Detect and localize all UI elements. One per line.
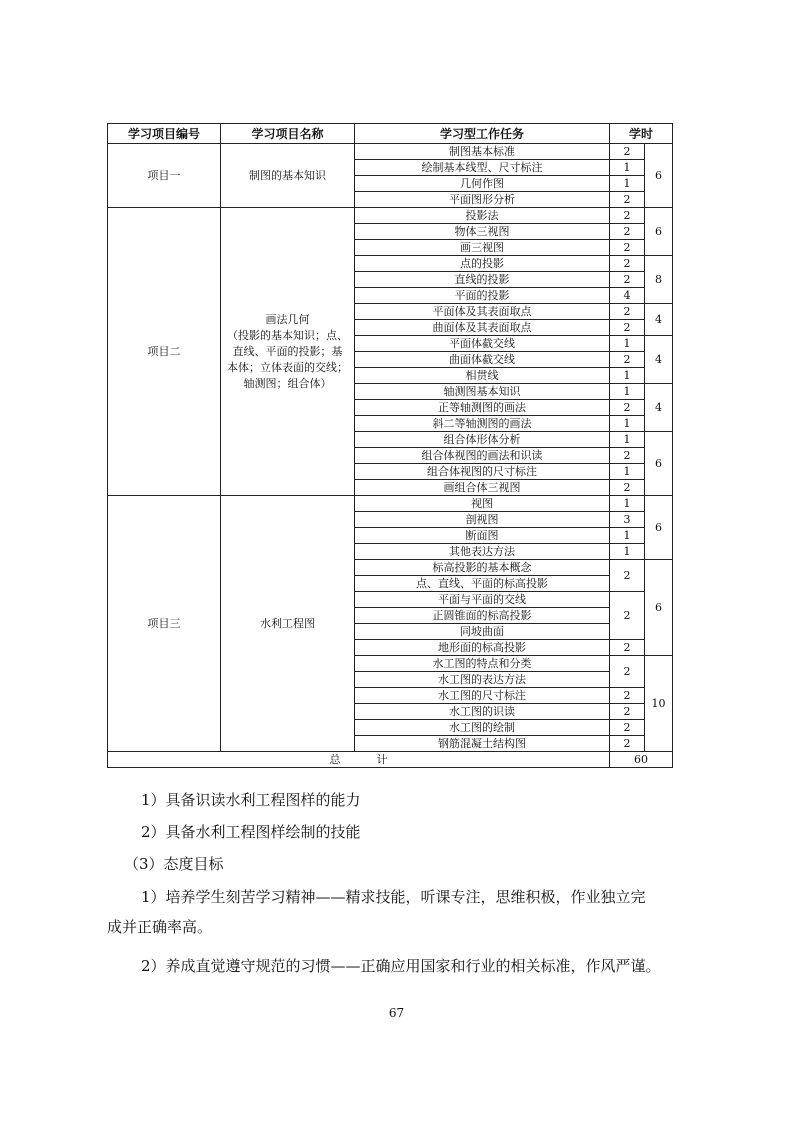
project-id-cell: 项目三 bbox=[108, 496, 221, 752]
task-cell: 点、直线、平面的标高投影 bbox=[355, 576, 610, 592]
task-hours-cell: 1 bbox=[610, 368, 645, 384]
group-total-cell: 8 bbox=[645, 256, 673, 304]
task-cell: 轴测图基本知识 bbox=[355, 384, 610, 400]
task-hours-cell: 4 bbox=[610, 288, 645, 304]
table-row bbox=[108, 496, 673, 512]
task-hours-cell: 2 bbox=[610, 448, 645, 464]
task-hours-cell: 2 bbox=[610, 400, 645, 416]
task-cell: 画组合体三视图 bbox=[355, 480, 610, 496]
paragraph-attitude-1-line1: 1）培养学生刻苦学习精神——精求技能，听课专注，思维积极，作业独立完 bbox=[141, 888, 646, 906]
task-hours-cell: 2 bbox=[610, 592, 645, 640]
task-cell: 斜二等轴测图的画法 bbox=[355, 416, 610, 432]
header-project-name: 学习项目名称 bbox=[221, 124, 355, 144]
task-hours-cell: 2 bbox=[610, 144, 645, 160]
table-row bbox=[108, 208, 673, 224]
paragraph-attitude-1-line2: 成并正确率高。 bbox=[107, 918, 213, 936]
project-name-line: 制图的基本知识 bbox=[249, 168, 326, 182]
task-cell: 平面图形分析 bbox=[355, 192, 610, 208]
task-cell: 曲面体截交线 bbox=[355, 352, 610, 368]
task-cell: 平面与平面的交线 bbox=[355, 592, 610, 608]
task-cell: 剖视图 bbox=[355, 512, 610, 528]
task-cell: 正圆锥面的标高投影 bbox=[355, 608, 610, 624]
task-cell: 水工图的表达方法 bbox=[355, 672, 610, 688]
task-cell: 直线的投影 bbox=[355, 272, 610, 288]
project-name-line: 本体；立体表面的交线； bbox=[227, 360, 348, 374]
total-label-right: 计 bbox=[376, 753, 388, 766]
task-cell: 组合体视图的尺寸标注 bbox=[355, 464, 610, 480]
task-cell: 水工图的识读 bbox=[355, 704, 610, 720]
project-name-cell bbox=[221, 208, 355, 496]
total-label-left: 总 bbox=[329, 753, 341, 766]
total-value-cell: 60 bbox=[610, 752, 673, 768]
task-cell: 平面的投影 bbox=[355, 288, 610, 304]
group-total-cell: 4 bbox=[645, 336, 673, 384]
task-cell: 投影法 bbox=[355, 208, 610, 224]
group-total-cell: 6 bbox=[645, 432, 673, 496]
task-cell: 断面图 bbox=[355, 528, 610, 544]
task-hours-cell: 2 bbox=[610, 480, 645, 496]
group-total-cell: 6 bbox=[645, 144, 673, 208]
task-cell: 正等轴测图的画法 bbox=[355, 400, 610, 416]
project-name-cell bbox=[221, 496, 355, 752]
task-cell: 组合体形体分析 bbox=[355, 432, 610, 448]
task-cell: 物体三视图 bbox=[355, 224, 610, 240]
task-cell: 同坡曲面 bbox=[355, 624, 610, 640]
task-cell: 视图 bbox=[355, 496, 610, 512]
total-label-cell bbox=[108, 752, 610, 768]
task-hours-cell: 2 bbox=[610, 688, 645, 704]
task-cell: 平面体截交线 bbox=[355, 336, 610, 352]
project-id-cell: 项目二 bbox=[108, 208, 221, 496]
task-cell: 制图基本标准 bbox=[355, 144, 610, 160]
task-hours-cell: 1 bbox=[610, 544, 645, 560]
task-cell: 组合体视图的画法和识读 bbox=[355, 448, 610, 464]
task-hours-cell: 2 bbox=[610, 304, 645, 320]
task-hours-cell: 2 bbox=[610, 656, 645, 688]
header-project-id: 学习项目编号 bbox=[108, 124, 221, 144]
task-cell: 水工图的尺寸标注 bbox=[355, 688, 610, 704]
task-hours-cell: 2 bbox=[610, 192, 645, 208]
task-cell: 画三视图 bbox=[355, 240, 610, 256]
group-total-cell: 6 bbox=[645, 496, 673, 560]
project-name-line: 水利工程图 bbox=[260, 616, 315, 630]
total-row bbox=[108, 752, 673, 768]
task-hours-cell: 1 bbox=[610, 336, 645, 352]
task-cell: 曲面体及其表面取点 bbox=[355, 320, 610, 336]
project-name-line: 画法几何 bbox=[265, 312, 310, 326]
task-cell: 水工图的特点和分类 bbox=[355, 656, 610, 672]
group-total-cell: 6 bbox=[645, 560, 673, 656]
task-cell: 绘制基本线型、尺寸标注 bbox=[355, 160, 610, 176]
group-total-cell: 4 bbox=[645, 304, 673, 336]
task-cell: 地形面的标高投影 bbox=[355, 640, 610, 656]
task-hours-cell: 1 bbox=[610, 432, 645, 448]
task-hours-cell: 1 bbox=[610, 416, 645, 432]
task-hours-cell: 2 bbox=[610, 256, 645, 272]
task-hours-cell: 1 bbox=[610, 464, 645, 480]
table-header-row bbox=[108, 124, 673, 144]
task-cell: 几何作图 bbox=[355, 176, 610, 192]
table-row bbox=[108, 144, 673, 160]
task-cell: 标高投影的基本概念 bbox=[355, 560, 610, 576]
task-hours-cell: 1 bbox=[610, 176, 645, 192]
project-name-line: 轴测图；组合体） bbox=[243, 376, 332, 390]
header-hours: 学时 bbox=[610, 124, 673, 144]
task-hours-cell: 2 bbox=[610, 272, 645, 288]
task-cell: 钢筋混凝土结构图 bbox=[355, 736, 610, 752]
task-hours-cell: 2 bbox=[610, 208, 645, 224]
task-hours-cell: 2 bbox=[610, 640, 645, 656]
task-hours-cell: 2 bbox=[610, 736, 645, 752]
project-name-line: 直线、平面的投影；基 bbox=[232, 344, 343, 358]
section-heading-attitude: （3）态度目标 bbox=[124, 855, 224, 873]
task-cell: 点的投影 bbox=[355, 256, 610, 272]
task-hours-cell: 2 bbox=[610, 320, 645, 336]
project-name-line: （投影的基本知识；点、 bbox=[227, 328, 348, 342]
page-number: 67 bbox=[388, 1006, 405, 1020]
group-total-cell: 6 bbox=[645, 208, 673, 256]
task-hours-cell: 3 bbox=[610, 512, 645, 528]
task-hours-cell: 2 bbox=[610, 352, 645, 368]
task-hours-cell: 2 bbox=[610, 240, 645, 256]
task-cell: 水工图的绘制 bbox=[355, 720, 610, 736]
task-cell: 其他表达方法 bbox=[355, 544, 610, 560]
course-schedule-table bbox=[107, 123, 673, 768]
task-hours-cell: 1 bbox=[610, 384, 645, 400]
task-hours-cell: 1 bbox=[610, 496, 645, 512]
task-hours-cell: 2 bbox=[610, 560, 645, 592]
paragraph-attitude-2: 2）养成直觉遵守规范的习惯——正确应用国家和行业的相关标准，作风严谨。 bbox=[141, 957, 661, 975]
project-id-cell: 项目一 bbox=[108, 144, 221, 208]
task-hours-cell: 2 bbox=[610, 704, 645, 720]
paragraph-ability-reading: 1）具备识读水利工程图样的能力 bbox=[141, 791, 361, 809]
project-name-cell bbox=[221, 144, 355, 208]
task-hours-cell: 1 bbox=[610, 528, 645, 544]
group-total-cell: 10 bbox=[645, 656, 673, 752]
task-hours-cell: 1 bbox=[610, 160, 645, 176]
paragraph-ability-drawing: 2）具备水利工程图样绘制的技能 bbox=[141, 823, 361, 841]
task-hours-cell: 2 bbox=[610, 224, 645, 240]
header-task: 学习型工作任务 bbox=[355, 124, 610, 144]
task-hours-cell: 2 bbox=[610, 720, 645, 736]
task-cell: 平面体及其表面取点 bbox=[355, 304, 610, 320]
task-cell: 相贯线 bbox=[355, 368, 610, 384]
group-total-cell: 4 bbox=[645, 384, 673, 432]
